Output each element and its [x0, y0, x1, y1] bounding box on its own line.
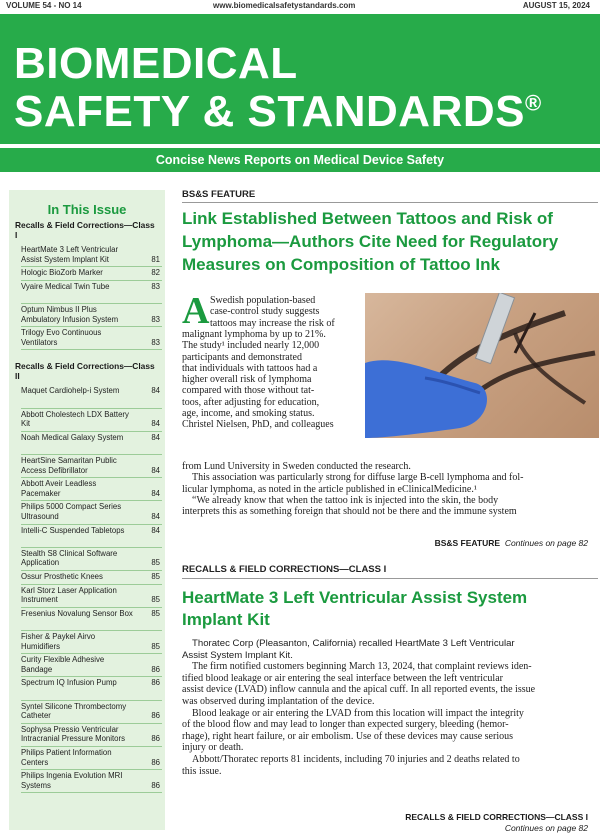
sidebar-item[interactable] [21, 328, 162, 347]
sidebar-item-label: Syntel Silicone Thrombectomy Catheter [21, 701, 127, 721]
sidebar-item[interactable] [21, 586, 162, 605]
tattoo-needle-icon [476, 293, 515, 364]
sidebar-divider [21, 280, 162, 281]
sidebar-divider [21, 769, 162, 770]
sidebar-item-label: HeartMate 3 Left Ventricular Assist System Implant Kit [21, 245, 119, 264]
sidebar-item-label: Intelli-C Suspended Tabletops [21, 525, 125, 535]
recall-continues-label-wrap [405, 812, 588, 822]
sidebar-title: In This Issue [47, 202, 127, 217]
feature-paragraph-line: that individuals with tattoos had a [182, 362, 318, 374]
sidebar-divider [21, 607, 162, 608]
sidebar-item-label: Philips Patient Information Centers [21, 748, 112, 767]
feature-paragraph-line: Swedish population-based [210, 295, 316, 306]
feature-paragraph-line: age, income, and smoking status. [182, 408, 315, 419]
sidebar-item[interactable] [21, 456, 162, 475]
sidebar-item-page: 85 [151, 641, 160, 651]
in-this-issue-sidebar [9, 190, 165, 830]
sidebar-item-page: 81 [151, 254, 160, 264]
sidebar-item-page: 85 [151, 572, 160, 581]
sidebar-item-label: Spectrum IQ Infusion Pump [21, 678, 117, 688]
sidebar-item[interactable] [21, 386, 162, 396]
sidebar-item-page: 86 [151, 678, 160, 688]
feature-kicker-rule [182, 202, 598, 203]
feature-headline-line: Link Established Between Tattoos and Risk of [182, 209, 553, 228]
sidebar-divider [21, 326, 162, 327]
feature-paragraph-line: participants and demonstrated [182, 351, 302, 363]
recall-paragraph-line: this issue. [182, 765, 222, 777]
sidebar-item[interactable] [21, 609, 162, 619]
sidebar-item-page: 84 [151, 525, 160, 535]
recall-kicker-rule [182, 578, 598, 579]
sidebar-divider [21, 454, 162, 455]
tagline: Concise News Reports on Medical Device Safety [155, 153, 445, 167]
recall-paragraph-line: tified blood leakage or air entering the seal interface between the left ventricular [182, 672, 503, 684]
masthead-title-line2: SAFETY & STANDARDS® [14, 87, 542, 136]
sidebar-item[interactable] [21, 572, 162, 582]
sidebar-divider [21, 792, 162, 793]
sidebar-item-label: Abbott Cholestech LDX Battery Kit [21, 409, 129, 429]
feature-paragraph-line: tattoos may increase the risk of [210, 317, 335, 329]
sidebar-item[interactable] [21, 526, 162, 536]
sidebar-item-page: 84 [151, 386, 160, 396]
sidebar-item-page: 84 [151, 488, 160, 498]
sidebar-item-label: Hologic BioZorb Marker [21, 268, 103, 278]
sidebar-item-label: Stealth S8 Clinical Software Application [21, 548, 118, 568]
tagline-band [0, 148, 600, 172]
sidebar-divider [21, 500, 162, 501]
feature-headline-line: Lymphoma—Authors Cite Need for Regulatory [182, 232, 559, 251]
sidebar-item-label: Philips 5000 Compact Series Ultrasound [21, 502, 122, 521]
sidebar-item-label: Vyaire Medical Twin Tube [21, 281, 110, 291]
feature-paragraph-line: compared with those without tat- [182, 385, 315, 397]
sidebar-item-page: 84 [151, 432, 160, 442]
sidebar-item-page: 85 [151, 558, 160, 568]
recall-paragraph-line: Abbott/Thoratec reports 81 incidents, including 70 injuries and 2 deaths related to [192, 754, 520, 765]
sidebar-section-class-i: Recalls & Field Corrections—Class I [15, 220, 155, 240]
issue-info-bar [0, 0, 600, 13]
sidebar-item-label: Abbott Aveir Leadless Pacemaker [21, 479, 97, 498]
tattoo-photo [365, 293, 599, 438]
sidebar-divider [21, 547, 162, 548]
sidebar-divider [21, 303, 162, 304]
sidebar-item-label: Sophysa Pressio Ventricular Intracranial Pressure Monitors [21, 724, 125, 744]
recall-paragraph-line: was observed during implantation of the device. [182, 696, 375, 707]
sidebar-item[interactable] [21, 771, 162, 790]
recall-continues-text: Continues on page 82 [504, 823, 588, 833]
sidebar-item[interactable] [21, 305, 162, 324]
sidebar-item[interactable] [21, 479, 162, 498]
sidebar-divider [21, 676, 162, 677]
sidebar-item-label: Ossur Prosthetic Knees [21, 572, 103, 581]
sidebar-item-label: HeartSine Samaritan Public Access Defibrillator [21, 456, 117, 475]
recall-continues-wrap[interactable] [505, 823, 588, 833]
feature-paragraph-line: malignant lymphoma by up to 21%. [182, 328, 326, 340]
sidebar-section-class-ii: Recalls & Field Corrections—Class II [15, 361, 155, 382]
feature-continues-note[interactable] [435, 538, 588, 548]
feature-paragraph-line: toos, after adjusting for education, [182, 396, 320, 408]
feature-paragraph-line: case-control study suggests [210, 306, 320, 318]
sidebar-item-label: Trilogy Evo Continuous Ventilators [21, 328, 102, 347]
sidebar-item-page: 84 [151, 465, 160, 475]
feature-paragraph-line: licular lymphoma, as noted in the article published in eClinicalMedicine.¹ [182, 483, 477, 495]
feature-paragraph-line: Christel Nielsen, PhD, and colleagues [182, 419, 334, 431]
sidebar-item-page: 86 [151, 780, 160, 790]
sidebar-item[interactable] [21, 410, 162, 429]
sidebar-divider [21, 408, 162, 409]
sidebar-item-page: 86 [151, 757, 160, 767]
feature-paragraph-line: interprets this as something foreign that should not be there and the immune system [182, 506, 517, 518]
website-url[interactable]: www.biomedicalsafetystandards.com [213, 1, 356, 10]
sidebar-divider [21, 570, 162, 571]
sidebar-divider [21, 349, 162, 350]
registered-mark: ® [524, 90, 542, 116]
feature-continues-label: BS&S FEATURE [434, 538, 501, 548]
sidebar-divider [21, 584, 162, 585]
issue-date: AUGUST 15, 2024 [522, 1, 590, 10]
sidebar-item[interactable] [21, 245, 162, 264]
sidebar-item-label: Optum Nimbus II Plus Ambulatory Infusion System [21, 305, 119, 324]
sidebar-divider [21, 723, 162, 724]
sidebar-item-page: 82 [151, 268, 160, 278]
feature-paragraph-line: higher overall risk of lymphoma [182, 374, 312, 386]
recall-continues-label: RECALLS & FIELD CORRECTIONS—CLASS I [405, 812, 588, 822]
sidebar-item[interactable] [21, 282, 162, 292]
tattoo-illustration [365, 293, 599, 438]
sidebar-divider [21, 746, 162, 747]
sidebar-item-label: Karl Storz Laser Application Instrument [21, 585, 117, 605]
sidebar-item-page: 86 [151, 734, 160, 744]
sidebar-divider [21, 524, 162, 525]
dropcap-letter: A [182, 290, 210, 332]
recall-paragraph-line: Assist System Implant Kit. [182, 649, 293, 661]
masthead [0, 14, 600, 144]
sidebar-item[interactable] [21, 748, 162, 767]
sidebar-item-page: 85 [151, 608, 160, 618]
sidebar-item-page: 83 [151, 314, 160, 324]
feature-paragraph-line: from Lund University in Sweden conducted the research. [182, 461, 411, 472]
feature-paragraph-line: This association was particularly strong for diffuse large B-cell lymphoma and fol- [192, 472, 524, 484]
recall-paragraph-line: Blood leakage or air entering the LVAD from this location will impact the integrity [192, 707, 524, 719]
volume-number: VOLUME 54 - NO 14 [6, 1, 82, 10]
sidebar-item[interactable] [21, 433, 162, 443]
sidebar-item[interactable] [21, 549, 162, 568]
sidebar-item[interactable] [21, 502, 162, 521]
sidebar-item-page: 84 [151, 511, 160, 521]
feature-paragraph-line: The study¹ included nearly 12,000 [182, 340, 320, 352]
sidebar-item[interactable] [21, 632, 162, 651]
sidebar-divider [21, 266, 162, 267]
recall-kicker: RECALLS & FIELD CORRECTIONS—CLASS I [182, 564, 387, 575]
sidebar-item-label: Fisher & Paykel Airvo Humidifiers [21, 632, 96, 651]
gloved-hand-icon [365, 360, 487, 438]
recall-headline-line: HeartMate 3 Left Ventricular Assist System [182, 588, 528, 607]
feature-continues-text: Continues on page 82 [504, 538, 588, 548]
recall-paragraph-line: assist device (LVAD) inflow cannula and the apical cuff. In all reported events, the issue [182, 684, 536, 696]
recall-paragraph-line: Thoratec Corp (Pleasanton, California) recalled HeartMate 3 Left Ventricular [192, 638, 515, 649]
sidebar-divider [21, 700, 162, 701]
sidebar-item-page: 83 [151, 281, 160, 291]
sidebar-divider [21, 477, 162, 478]
sidebar-item[interactable] [21, 655, 162, 674]
feature-kicker: BS&S FEATURE [182, 189, 256, 200]
recall-paragraph-line: injury or death. [182, 742, 244, 754]
sidebar-item-page: 86 [151, 664, 160, 674]
feature-paragraph-line: “We already know that when the tattoo ink is injected into the skin, the body [192, 494, 499, 506]
sidebar-item[interactable] [21, 702, 162, 721]
sidebar-item-label: Noah Medical Galaxy System [21, 432, 124, 442]
sidebar-divider [21, 431, 162, 432]
recall-headline-line: Implant Kit [182, 610, 270, 629]
sidebar-item-page: 86 [151, 711, 160, 721]
sidebar-item-label: Curity Flexible Adhesive Bandage [21, 655, 105, 674]
sidebar-item-page: 85 [151, 595, 160, 605]
sidebar-item-page: 84 [151, 419, 160, 429]
masthead-title-line1: BIOMEDICAL [14, 39, 298, 88]
sidebar-item-label: Maquet Cardiohelp-i System [21, 386, 120, 396]
recall-paragraph-line: The firm notified customers beginning March 13, 2024, that complaint reviews iden- [192, 661, 532, 673]
sidebar-item[interactable] [21, 678, 162, 688]
recall-paragraph-line: rhage), right heart failure, or air embolism. Use of these devices may cause serious [182, 730, 513, 742]
sidebar-item-label: Fresenius Novalung Sensor Box [21, 608, 133, 618]
sidebar-item[interactable] [21, 268, 162, 278]
sidebar-item[interactable] [21, 725, 162, 744]
recall-paragraph-line: of the blood flow and may lead to longer than expected surgery, bleeding (hemor- [182, 719, 509, 731]
sidebar-divider [21, 653, 162, 654]
sidebar-item-page: 83 [151, 337, 160, 347]
feature-headline-line: Measures on Composition of Tattoo Ink [182, 255, 500, 274]
sidebar-divider [21, 630, 162, 631]
sidebar-item-label: Philips Ingenia Evolution MRI Systems [21, 771, 123, 790]
